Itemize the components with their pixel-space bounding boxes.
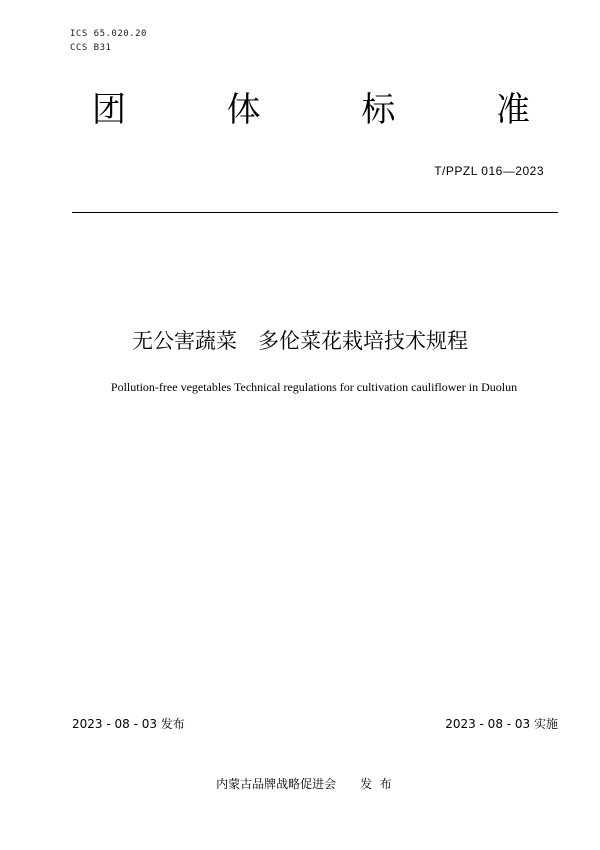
document-title-english: Pollution-free vegetables Technical regulations for cultivation cauliflower in Duolun [110, 380, 518, 394]
standard-type-title [92, 88, 530, 132]
title-char-4: 准 [495, 90, 530, 130]
ccs-code: CCS B31 [70, 43, 112, 53]
document-title-chinese: 无公害蔬菜 多伦菜花栽培技术规程 [132, 329, 468, 353]
publisher: 内蒙古品牌战略促进会 发 布 [216, 777, 392, 791]
title-char-1: 团 [92, 90, 126, 130]
ics-code: ICS 65.020.20 [70, 29, 147, 39]
implementation-date: 2023 - 08 - 03 实施 [445, 717, 558, 731]
title-char-2: 体 [226, 90, 261, 130]
header-divider [72, 212, 558, 213]
standard-number: T/PPZL 016—2023 [434, 164, 544, 178]
title-char-3: 标 [361, 90, 396, 130]
publish-date: 2023 - 08 - 03 发布 [72, 717, 185, 731]
